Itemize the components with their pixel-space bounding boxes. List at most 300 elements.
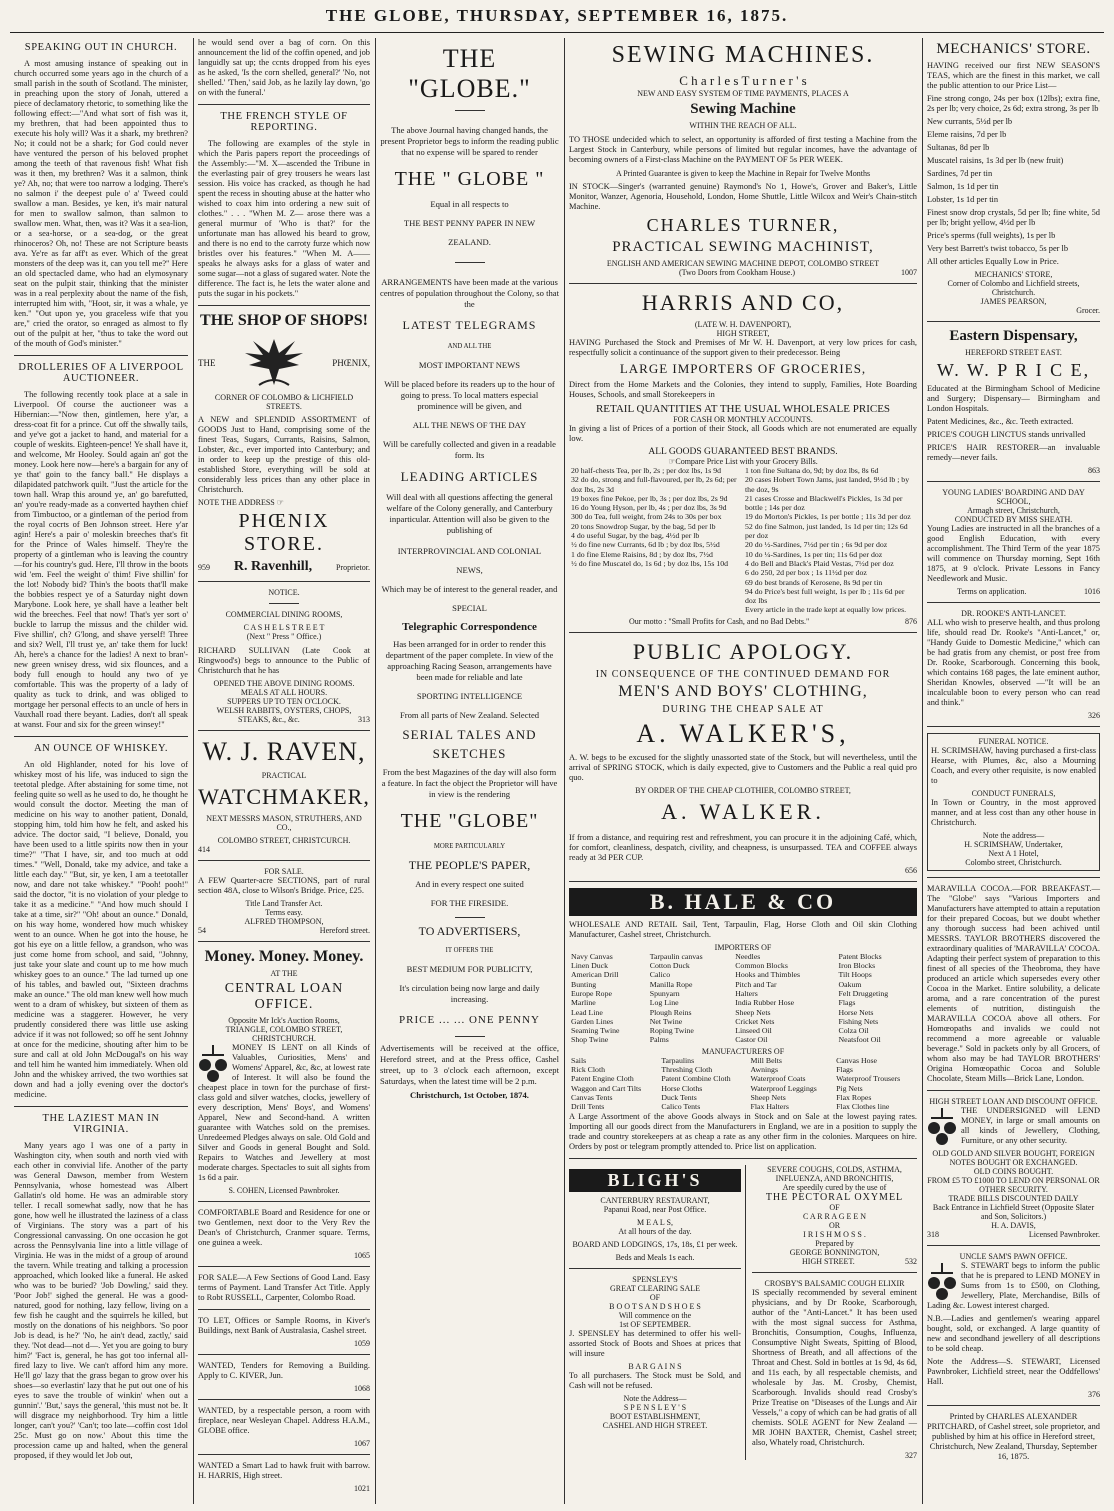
ad-text: STEAKS, &c., &c. — [238, 715, 300, 724]
bligh-spensley-column — [569, 1165, 746, 1460]
ad-body: Will deal with all questions affecting the general welfare of the Colony generally, and Canterbury inparticular. Attention will also be given to the publishing of — [386, 492, 553, 535]
list-item: Patent Engine Cloth — [571, 1074, 634, 1084]
ad-heading: A. WALKER. — [661, 798, 825, 824]
list-item: 94 do Price's best full weight, 1s per lb ; 11s 6d per doz lbs — [745, 586, 905, 606]
importers-table — [569, 952, 917, 1045]
divider — [927, 1405, 1100, 1406]
manufacturers-column — [659, 1056, 748, 1112]
ad-text: Title Land Transfer Act. — [245, 899, 323, 908]
ad-text: Christchurch, 1st October, 1874. — [410, 1090, 529, 1100]
top-rule — [10, 32, 1104, 33]
ad-text: PRICE'S COUGH LINCTUS stands unrivalled — [927, 430, 1086, 439]
list-item: Waggon and Cart Tilts — [571, 1083, 642, 1093]
ad-body: If from a distance, and requiring rest and refreshment, you can procure it in the adjoining Café, which, for comfort, cleanliness, despatch, civility, and cheapness, is unsurpassed. TEA and COFFEE always ready at 3d PER CUP. — [569, 832, 917, 862]
list-item: Patent Combine Cloth — [661, 1074, 731, 1084]
ad-signature — [569, 617, 917, 626]
ad-text: BOOT ESTABLISHMENT, — [609, 1411, 701, 1421]
ad-text: Grocer. — [1076, 306, 1100, 315]
ad-text: Prepared by — [815, 1238, 854, 1248]
list-item: 16 do Young Hyson, per lb, 4s ; per doz lbs, 3s 9d — [571, 503, 727, 513]
list-item: Felt Druggeting — [838, 988, 889, 998]
ad-text: ALL GOODS GUARANTEED BEST BRANDS. — [648, 447, 838, 457]
divider — [569, 283, 917, 284]
ad-body: In Town or Country, in the most approved manner, and at less cost than any other house in Christchurch. — [931, 798, 1096, 827]
ad-text: NEXT MESSRS MASON, STRUTHERS, AND CO., — [206, 814, 362, 832]
ad-text: SPECIAL — [452, 603, 487, 613]
ad-text: FROM £5 TO £1000 TO LEND ON PERSONAL OR OTHER SECURITY. — [927, 1176, 1100, 1194]
divider — [269, 603, 299, 604]
manufacturers-column — [749, 1056, 835, 1112]
divider — [569, 1158, 917, 1159]
divider — [198, 581, 370, 582]
manufacturers-column — [569, 1056, 659, 1112]
column-2 — [194, 38, 374, 1504]
ad-heading: MEN'S AND BOYS' CLOTHING, — [618, 682, 868, 700]
list-item: Common Blocks — [735, 961, 788, 971]
ad-body: Will be carefully collected and given in a readable form. Its — [383, 439, 556, 460]
ad-body: Will be placed before its readers up to the hour of going to press. To local matters especial prominence will be given, and — [384, 379, 555, 411]
ad-text: HEREFORD STREET EAST. — [965, 348, 1062, 357]
divider — [198, 1354, 370, 1355]
divider — [198, 1454, 370, 1455]
classified-ad: TO LET, Offices or Sample Rooms, in Kiver's Buildings, next Bank of Australasia, Cashel street. — [198, 1316, 370, 1335]
ad-text: OF — [649, 1292, 661, 1302]
list-item: Europe Rope — [571, 988, 612, 998]
list-item: All other articles Equally Low in Price. — [927, 257, 1059, 266]
list-item: Sheep Nets — [750, 1092, 786, 1102]
list-item: Linseed Oil — [735, 1026, 772, 1036]
ad-heading: YOUNG LADIES' BOARDING AND DAY SCHOOL, — [942, 488, 1085, 506]
list-item: Flags — [838, 998, 856, 1008]
divider — [455, 917, 485, 918]
ad-text: ALL THE NEWS OF THE DAY — [412, 420, 527, 430]
bottom-ads-row — [569, 1165, 917, 1460]
list-item: Awnings — [750, 1065, 778, 1075]
ad-text: Note the address— — [982, 831, 1045, 840]
ad-body: From the best Magazines of the day will also form a feature. In fact the object the Proprietor will have in view is the rendering — [381, 767, 558, 799]
ad-text: Our motto : "Small Profits for Cash, and no Bad Debts." — [629, 616, 810, 626]
price-line: PRICE ... ... ONE PENNY — [399, 1014, 540, 1026]
ad-text: OPENED THE ABOVE DINING ROOMS. — [213, 679, 355, 688]
ad-text: DURING THE CHEAP SALE AT — [662, 703, 824, 715]
ad-number: 1068 — [354, 1384, 370, 1393]
ad-text: ☞Compare Price List with your Grocery Bills. — [668, 457, 818, 466]
ad-body: Educated at the Birmingham School of Medicine and Surgery; Dispensary— Birmingham and London Hospitals. — [927, 384, 1100, 413]
divider — [927, 726, 1100, 727]
divider — [198, 730, 370, 731]
ad-text: OR — [828, 1220, 841, 1230]
ad-text: C h a r l e s T u r n e r ' s — [679, 73, 807, 88]
ad-heading: DR. ROOKE'S ANTI-LANCET. — [961, 609, 1066, 618]
ad-text: It's circulation being now large and daily increasing. — [399, 983, 540, 1004]
divider — [569, 632, 917, 633]
importers-column — [648, 952, 733, 1045]
ad-text: Are speedily cured by the use of — [782, 1182, 887, 1192]
ad-text: AT THE — [270, 969, 298, 978]
ad-body: Young Ladies are instructed in all the branches of a good English Education, with every accomplishment. The Third Term of the year 1875 will commence on Thursday morning, Sept 16th 1875, at 9 o'clock. Private Lessons in Fancy Needlework and Music. — [927, 524, 1100, 583]
ad-heading: THE "GLOBE." — [408, 44, 531, 103]
list-item: Lobster, 1s 1d per tin — [927, 195, 999, 204]
ad-text: LEADING ARTICLES — [400, 469, 539, 484]
ad-text: Next A 1 Hotel, — [988, 849, 1039, 858]
ad-body: Note the Address—S. STEWART, Licensed Pawnbroker, Lichfield street, near the Oddfellows' Hall. — [927, 1357, 1100, 1386]
ad-body: S. STEWART begs to inform the public that he is prepared to LEND MONEY in Sums from 1s to £500, on Clothing, Jewellery, Plate, Merchandise, Bills of Lading &c. Lowest interest charged. — [927, 1261, 1100, 1310]
list-item: 1 ton fine Sultana do, 9d; by doz lbs, 8s 6d — [745, 466, 879, 475]
ad-text: TO ADVERTISERS, — [418, 924, 521, 938]
list-item: 20 do ½-Sardines, 7½d per tin ; 6s 9d per doz — [745, 540, 888, 550]
list-item: Drill Tents — [571, 1102, 605, 1112]
ad-text: Will commence on the — [618, 1310, 692, 1320]
ad-text: CONDUCTED BY MISS SHEATH. — [954, 515, 1073, 524]
list-item: ½ do fine new Currants, 6d lb ; by doz lbs, 5½d — [571, 540, 720, 550]
ad-text: (Next " Press " Office.) — [246, 632, 322, 641]
divider — [927, 602, 1100, 603]
divider — [198, 305, 370, 306]
list-item: American Drill — [571, 970, 619, 980]
ad-text: THE BEST PENNY PAPER IN NEW — [403, 218, 536, 228]
ad-text: TRADE BILLS DISCOUNTED DAILY — [948, 1194, 1079, 1203]
list-item: 32 do do, strong and full-flavoured, per lb, 2s 6d; per doz lbs, 2s 3d — [571, 475, 737, 494]
ad-body: A. W. begs to be excused for the slightly unassorted state of the Stock, but will nevertheless, until the arrival of SPRING STOCK, which is daily expected, give to Customers and the Public a real quid pro quo. — [569, 752, 917, 782]
list-item: Horse Nets — [838, 1007, 874, 1017]
list-item: Salmon, 1s 1d per tin — [927, 182, 999, 191]
ad-number: 532 — [905, 1256, 917, 1266]
divider — [14, 1106, 188, 1107]
ad-text: B O O T S A N D S H O E S — [609, 1301, 701, 1311]
ad-text: Equal in all respects to — [430, 199, 509, 209]
ad-signature — [927, 1230, 1100, 1239]
list-item: Pig Nets — [836, 1083, 863, 1093]
ad-text: Terms on application. — [957, 587, 1027, 596]
ad-signature — [198, 715, 370, 724]
ad-text: JAMES PEARSON, — [980, 297, 1047, 306]
importers-column — [733, 952, 836, 1045]
ad-number: 376 — [1088, 1390, 1100, 1399]
ad-signature — [752, 1257, 917, 1266]
ad-text: Corner of Colombo and Lichfield streets, Christchurch. — [947, 279, 1080, 297]
classified-ad: WANTED, Tenders for Removing a Building. Apply to C. KIVER, Jun. — [198, 1361, 370, 1380]
divider — [455, 1036, 485, 1037]
manufacturers-table — [569, 1056, 917, 1112]
list-item: Waterproof Leggings — [750, 1083, 817, 1093]
list-item: Halters — [735, 988, 758, 998]
ad-heading: SEWING MACHINES. — [611, 42, 875, 68]
list-item: Sheep Nets — [735, 1007, 771, 1017]
ad-text: THE PEOPLE'S PAPER, — [408, 858, 531, 872]
ad-body: J. SPENSLEY has determined to offer his well-assorted Stock of Boots and Shoes at prices that will insure — [569, 1328, 741, 1358]
ad-heading: MECHANICS' STORE. — [936, 41, 1091, 57]
ad-text: OLD GOLD AND SILVER BOUGHT, FOREIGN NOTES BOUGHT OR EXCHANGED. — [932, 1149, 1095, 1167]
list-item: Plough Reins — [649, 1007, 692, 1017]
list-item: Mill Belts — [750, 1055, 782, 1065]
ad-heading: W. J. RAVEN, — [202, 737, 366, 766]
ad-heading: UNCLE SAM'S PAWN OFFICE. — [959, 1252, 1068, 1261]
ad-text: B A R G A I N S — [628, 1361, 682, 1371]
ad-text: Back Entrance in Lichfield Street (Opposite Slater and Son, Solicitors.) — [932, 1203, 1095, 1221]
ad-number: 1067 — [354, 1439, 370, 1448]
ad-body: WHOLESALE AND RETAIL Sail, Tent, Tarpaulin, Flag, Horse Cloth and Oil skin Clothing Manufacturer, Cashel street, Christchurch. — [569, 919, 917, 939]
list-item: Duck Tents — [661, 1092, 697, 1102]
list-item: Eleme raisins, 7d per lb — [927, 130, 1007, 139]
list-item: 4 do useful Sugar, by the bag, 4½d per lb — [571, 531, 700, 541]
list-item: India Rubber Hose — [735, 998, 795, 1008]
list-item: 20 tons Snowdrop Sugar, by the bag, 5d per lb — [571, 521, 716, 531]
list-item: Seaming Twine — [571, 1026, 620, 1036]
ad-text: NEWS, — [456, 565, 483, 575]
ad-heading: W. W. P R I C E, — [936, 360, 1091, 380]
ad-text: Licensed Pawnbroker. — [1028, 1230, 1100, 1239]
ad-body: IN STOCK—Singer's (warranted genuine) Raymond's No 1, Howe's, Grover and Baker's, Little Monitor, Wanzer, Agenoria, Household, London, Home Shuttle, Little Wilcox and Weir's Chain-stitch Machine. — [569, 182, 917, 211]
list-item: Waterproof Coats — [750, 1074, 806, 1084]
ad-number: 313 — [358, 715, 370, 724]
list-item: Pitch and Tar — [735, 979, 777, 989]
ad-text: CORNER OF COLOMBO & LICHFIELD STREETS. — [214, 393, 354, 411]
ad-heading: PUBLIC APOLOGY. — [632, 638, 854, 664]
ad-text: AND ALL THE — [447, 343, 492, 350]
ad-signature — [569, 268, 917, 277]
pawnbroker-balls-icon — [927, 1261, 957, 1301]
list-item: Flax Halters — [750, 1102, 789, 1112]
ad-text: And in every respect one suited — [415, 879, 524, 889]
list-item: Calico Tents — [661, 1102, 701, 1112]
ad-heading: HARRIS AND CO, — [641, 290, 845, 315]
ad-text: FOR THE FIRESIDE. — [430, 898, 509, 908]
ad-text: NOTE THE ADDRESS ☞ — [198, 498, 284, 507]
ad-body: HAVING Purchased the Stock and Premises of Mr W. H. Davenport, at very low prices for cash, respectfully solicit a continuance of the support given to their predecessor. Being — [569, 338, 917, 357]
ad-text: TRIANGLE, COLOMBO STREET, CHRISTCHURCH. — [225, 1025, 343, 1043]
article-heading: THE FRENCH STYLE OF REPORTING. — [220, 111, 348, 133]
ad-text: ALFRED THOMPSON, — [244, 917, 324, 926]
divider — [927, 481, 1100, 482]
ad-text: BEST MEDIUM FOR PUBLICITY, — [406, 964, 533, 974]
divider — [927, 321, 1100, 322]
list-item: Calico — [649, 970, 671, 980]
list-item: New currants, 5½d per lb — [927, 117, 1013, 126]
ad-text: HIGH STREET, — [716, 329, 770, 338]
list-item: Hooks and Thimbles — [735, 970, 801, 980]
ad-text: S. COHEN, Licensed Pawnbroker. — [228, 1186, 340, 1195]
ad-heading: CENTRAL LOAN OFFICE. — [224, 981, 344, 1012]
list-item: Palms — [649, 1035, 669, 1045]
ad-text: CONDUCT FUNERALS, — [971, 789, 1056, 798]
list-item: Waterproof Trousers — [836, 1074, 901, 1084]
article-heading: DROLLERIES OF A LIVERPOOL AUCTIONEER. — [18, 362, 184, 384]
classified-ad: COMFORTABLE Board and Residence for one or two Gentlemen, next door to the Very Rev the Dean's of Christchurch, Cranmer square. Terms, one guinea a week. — [198, 1208, 370, 1247]
list-item: 69 do best brands of Kerosene, 8s 9d per tin — [745, 577, 883, 587]
ad-text: OF — [829, 1202, 840, 1212]
list-item: Bunting — [571, 979, 597, 989]
list-item: Sultanas, 8d per lb — [927, 143, 990, 152]
grocery-price-table — [569, 466, 917, 615]
pawnbroker-balls-icon — [198, 1043, 228, 1083]
ad-signature — [927, 587, 1100, 596]
ad-text: SUPPERS UP TO TEN O'CLOCK. — [227, 697, 341, 706]
divider — [927, 1245, 1100, 1246]
ad-text: Hereford street. — [319, 926, 370, 935]
ad-text: Proprietor. — [336, 563, 370, 572]
list-item: Roping Twine — [649, 1026, 694, 1036]
ad-body: Advertisements will be received at the office, Hereford street, and at the Press office, Cashel street, up to 3 o'clock each afternoon, except Saturdays, when the latest time will be 2 p.m. — [380, 1043, 559, 1086]
price-column-left — [569, 466, 743, 615]
list-item: 21 cases Crosse and Blackwell's Pickles, 1s 3d per bottle ; 14s per doz — [745, 493, 903, 513]
article-body: A most amusing instance of speaking out in church occurred some years ago in the church of a small parish in the south of Scotland. The minister, in preaching upon the story of Jonah, uttered a piece of declamatory rhetoric, to something like the following effect:—"And what sort of fish was it, my brethren, that had been appointed thus to execute his holy will? Was it a shark, my brethren? No; it could not be a shark; for God could never have ventured the person of his beloved prophet among the teeth of that ravenous fish! What fish was it then, my brethren? Was it a salmon, think ye? Ah, no; that were too narrow a lodging. There's no salmon i' the deepest pule o' a' Tweed could swallow a man. Besides, ye ken, it's mair natural for men to swallow salmon, than salmon to swallow men. What, then, was it? Was it a sea-lion, or a sea-horse, or a sea-dog, or the great rhinoceros? Oh, no! These are not Scripture beasts ava. Ye're as far aff't as ever. Which of the great monsters of the deep was it, can you tell me?" Here an old spectacled dame, who had an elymosynary seat on the pulpit stair, thinking that the minister was in a real perplexity about the name of the fish, interrupted him with, "Hoot, sir, it was a whale, ye ken." "Out upon ye, you graceless wife that you are," cried the orator, so enraged as almost to fly out of the pulpit at her, "thus to take the word out of the mouth of God's minister." — [14, 59, 188, 348]
ad-number: 1065 — [354, 1251, 370, 1260]
ad-heading: WATCHMAKER, — [198, 784, 370, 809]
list-item: Patent Blocks — [838, 951, 882, 961]
ad-heading: SEVERE COUGHS, COLDS, ASTHMA, INFLUENZA, AND BRONCHITIS, — [767, 1164, 902, 1183]
ad-text: H. A. DAVIS, — [991, 1221, 1036, 1230]
ad-text: COMMERCIAL DINING ROOMS, — [225, 610, 343, 619]
ad-text: GREAT CLEARING SALE — [609, 1283, 701, 1293]
list-item: 1 do fine Eleme Raisins, 8d ; by doz lbs, 7½d — [571, 549, 713, 559]
list-item: Spunyarn — [649, 988, 680, 998]
article-heading: THE LAZIEST MAN IN VIRGINIA. — [42, 1113, 160, 1135]
list-item: Flax Ropes — [836, 1092, 872, 1102]
list-item: 19 boxes fine Pekoe, per lb, 3s ; per doz lbs, 2s 9d — [571, 493, 728, 503]
ad-text: CANTERBURY RESTAURANT, — [600, 1195, 710, 1205]
divider — [927, 877, 1100, 878]
ad-text: Beds and Meals 1s each. — [615, 1252, 695, 1262]
ad-body: MONEY IS LENT on all Kinds of Valuables, Curiosities, Mens' and Womens' Apparel, &c, &c, at lowest rate of Interest. It will also be found the cheapest place in town for the purchase of first-class gold and silver watches, clocks, jewellery of every description, Mens' Boys', and Womens' Apparel, New and Second-hand. A written guarantee with Watches sold on the premises. Unredeemed Pledges always on sale. Old Gold and Silver and Goods in general Bought and Sold. Repairs to Watches and Jewellery at most moderate charges. Spectacles to suit all sights from 1s 6d a pair. — [198, 1043, 370, 1182]
ad-text: THE — [198, 358, 216, 368]
ad-number: 1021 — [354, 1484, 370, 1493]
ad-body: Direct from the Home Markets and the Colonies, they intend to supply, Families, Hote Boarding Houses, Schools, and small Storekeepers in — [569, 380, 917, 399]
ad-text: Terms easy. — [265, 908, 303, 917]
ad-text: MECHANICS' STORE, — [974, 270, 1053, 279]
ad-text: SERIAL TALES AND — [402, 727, 537, 742]
ad-heading: Sewing Machine — [690, 101, 796, 117]
list-item: Cricket Nets — [735, 1016, 775, 1026]
ad-text: ZEALAND. — [448, 237, 491, 247]
ad-heading: CROSBY'S BALSAMIC COUGH ELIXIR — [764, 1278, 905, 1288]
column-4 — [565, 38, 921, 1504]
list-item: 4 do Bell and Black's Plaid Vestas, 7½d per doz — [745, 558, 894, 568]
ad-signature — [198, 559, 370, 575]
ad-text: CASHEL AND HIGH STREET. — [602, 1420, 708, 1430]
divider — [927, 1090, 1100, 1091]
list-item: Needles — [735, 951, 761, 961]
list-item: Very best Barrett's twist tobacco, 5s per lb — [927, 244, 1069, 253]
list-item: Flags — [836, 1065, 853, 1075]
ad-text: NEW AND EASY SYSTEM OF TIME PAYMENTS, PLACES A — [637, 89, 849, 98]
divider — [198, 1309, 370, 1310]
list-item: Fishing Nets — [838, 1016, 879, 1026]
ad-heading: THE " GLOBE " — [394, 168, 545, 190]
divider — [198, 1266, 370, 1267]
ad-text: C A R R A G E E N — [802, 1211, 867, 1221]
ad-heading: A. WALKER'S, — [636, 718, 850, 748]
ad-text: From all parts of New Zealand. Selected — [399, 710, 540, 720]
cough-remedies-column — [752, 1165, 917, 1460]
ad-text: BY ORDER OF THE CHEAP CLOTHIER, COLOMBO STREET, — [635, 785, 851, 795]
ad-text: 1st OF SEPTEMBER. — [619, 1319, 691, 1329]
ad-banner: BLIGH'S — [569, 1169, 741, 1192]
ad-text: MEALS AT ALL HOURS. — [240, 688, 328, 697]
article-body: he would send over a bag of corn. On this announcement the lid of the coffin opened, and job languidly sat up; the ccnts dropped from his eyes as he asked, 'Is the corn shelled, general?' 'No, not shelled.' 'Then,' said Job, as he lazily lay down, 'go on with the funeral.' — [198, 38, 370, 97]
list-item: Iron Blocks — [838, 961, 876, 971]
divider — [752, 1272, 917, 1273]
ad-body: Has been arranged for in order to render this department of the paper complete. In view of the approaching Racing Season, arrangements have been made for reliable and late — [385, 639, 554, 682]
column-3 — [376, 38, 563, 1504]
ad-body: MARAVILLA COCOA.—FOR BREAKFAST.—The "Globe" says "Various Importers and Manufacturers have attempted to attain a reputation for their prepared Cocoas, but we doubt whether any thorough success had been achived until MESSRS. TAYLOR BROTHERS discovered the extraordinary qualities of 'MARAVILLA' COCOA. Adapting their perfect system of preparation to this finest of all species of the Theobroma, they have produced an article which supersedes every other Cocoa in the Market. Entire solubility, a delicate aroma, and a rare concentration of the purest elements of nutrition, distinguish the MARAVILLA COCOA above all others. For Homœopaths and invalids we could not recommend a more agreeable or valuable beverage." Sold in packets only by all Grocers, of whom also may be had TAYLOR BROTHERS' Origina Homœopathic Cocoa and Soluble Chocolate, Steam Mills—Brick Lane, London. — [927, 884, 1101, 1083]
ad-text: THE PECTORAL OXYMEL — [765, 1191, 904, 1203]
ad-text: ENGLISH AND AMERICAN SEWING MACHINE DEPOT, COLOMBO STREET — [606, 259, 880, 268]
list-item: Linen Duck — [571, 961, 609, 971]
divider — [198, 104, 370, 105]
ad-heading: Eastern Dispensary, — [949, 328, 1078, 344]
divider — [198, 1399, 370, 1400]
list-item: 52 do fine Salmon, just landed, 1s 1d per tin; 12s 6d per doz — [745, 521, 908, 541]
ad-heading: NOTICE. — [268, 588, 300, 597]
divider — [455, 262, 485, 263]
ad-number: 54 — [198, 926, 206, 935]
ad-heading: FUNERAL NOTICE. — [978, 737, 1049, 746]
ad-number: 656 — [905, 865, 917, 875]
ad-body: A NEW and SPLENDID ASSORTMENT of GOODS Just to Hand, comprising some of the finest Teas, Sugars, Currants, Raisins, Salmon, Lobster, &c., ever imported into Canterbury; and in order to keep up the prestige of this old-established Store, everything will be sold at considerably less prices than any other place in Christchurch. — [198, 415, 370, 494]
ad-text: PRICE'S HAIR RESTORER—an invaluable remedy—never fails. — [927, 443, 1100, 462]
ad-body: A FEW Quarter-acre SECTIONS, part of rural section 48A, close to Wilson's Bridge. Price, £25. — [198, 876, 370, 895]
ad-body: HAVING received our first NEW SEASON'S TEAS, which are the finest in this market, we call the public attention to our Price List— — [927, 61, 1100, 90]
phoenix-icon — [239, 335, 309, 391]
list-item: Lead Line — [571, 1007, 603, 1017]
pawnbroker-balls-icon — [927, 1106, 957, 1146]
list-item: Log Line — [649, 998, 679, 1008]
ad-body: IS specially recommended by several eminent physicians, and by Dr Rooke, Scarborough, author of the "Anti-Lancet." It has been used with the most signal success for Asthma, Bronchitis, Consumption, Coughs, Influenza, Consumptive Night Sweats, Spitting of Blood, Shortness of Breath, and all affections of the Throat and Chest. Sold in bottles at 1s 9d, 4s 6d, and 11s each, by all respectable chemists, and wholesale by Jas. M. Crosby, Chemist, Scarborough. Invalids should read Crosby's Prize Treatise on "Diseases of the Lungs and Air Vessels," a copy of which can be had gratis of all chemists. SOLE AGENT for New Zealand — MR JOHN BAXTER, Chemist, Cashel street; also, Whately road, Christchurch. — [752, 1287, 917, 1447]
ad-text: Colombo street, Christchurch. — [965, 858, 1062, 867]
list-item: Net Twine — [649, 1016, 683, 1026]
list-item: Neatsfoot Oil — [838, 1035, 881, 1045]
divider — [14, 355, 188, 356]
ad-text: COLOMBO STREET, CHRISTCURCH. — [217, 836, 351, 845]
phoenix-block — [198, 333, 370, 393]
ad-text: SPORTING INTELLIGENCE — [416, 691, 523, 701]
ad-body: To all purchasers. The Stock must be Sold, and Cash will not be refused. — [569, 1370, 741, 1390]
ad-text: PHŒNIX, — [332, 358, 370, 368]
classified-ad: FOR SALE—A Few Sections of Good Land. Easy terms of Payment. Land Transfer Act Title. Apply to Robt RUSSELL, Carpenter, Colombo Road. — [198, 1273, 370, 1302]
article-body: The following are examples of the style in which the Paris papers report the proceedings of the Assembly:—"M. X—ascended the Tribune in the everlasting pair of grey trousers he wears last session. His voice has cracked, as though he had spent the recess in shouting abuse at the hatter who wished to coax him into ordering a new suit of clothes." . . . "When M. Z— arose there was a general murmur of 'Who is that?' for the unfortunate man has allowed his beard to grow, and there is no end to the carroty furze which now bristles over his features." "When M. A—— speaks he always asks for a glass of water and some sugar—not a glass of sugared water. Note the difference. The fact is, he lets the water alone and puts the sugar in his pockets." — [198, 139, 370, 298]
ad-number: 318 — [927, 1230, 939, 1239]
ad-text: IN CONSEQUENCE OF THE CONTINUED DEMAND FOR — [595, 668, 891, 680]
ad-heading: PHŒNIX STORE. — [238, 510, 330, 555]
ad-text: OLD COINS BOUGHT. — [973, 1167, 1054, 1176]
ad-text: Papanui Road, near Post Office. — [603, 1204, 707, 1214]
ad-body: H. SCRIMSHAW, having purchased a first-class Hearse, with Plumes, &c, also a Mourning Coach, and every other requisite, is now enabled to — [931, 746, 1096, 785]
ad-text: RETAIL QUANTITIES AT THE USUAL WHOLESALE PRICES — [595, 403, 891, 415]
article-heading: AN OUNCE OF WHISKEY. — [33, 743, 169, 754]
importers-column — [837, 952, 917, 1045]
ad-text: M E A L S, — [637, 1217, 673, 1227]
list-item: Tarpaulin canvas — [649, 951, 703, 961]
divider — [14, 736, 188, 737]
ad-number: 1059 — [354, 1339, 370, 1348]
article-body: An old Highlander, noted for his love of whiskey most of his life, was induced to sign the teetotal pledge. After abstaining for some time, not feeling quite so well as he used to do, he thought he would consult the doctor. Meeting the man of medicine on his way to another patient, Donald, stopping him, told him how he felt, and asked his advice. The doctor said, "I believe, Donald, you have been used to a little spirits now then in your time?" "That I have, sir, and too much at odd times." "Well, Donald, take my advice, and take a little each day." "But, sir, ye ken, I am a teetotaller now, and dare not take whiskey." "Pooh! pooh!" said the doctor, "it is no violation of your pledge to take it as a medicine." "And how much should I take at a time, sir?" "Oh! about an ounce." Donald, on his way home, wondered how much whiskey went to an ounce. When he got into the house, he got his eye on a little fellow, a grandson, who was just come home from school, and said, "Johnny, just take your slate and count up to me how much whiskey goes to an ounce." The lad turned up one of his tables, and bawled out, "Sixteen drachms make an ounce." The old man knew well how much went to a dram of whiskey, but sixteen of them as medicine was a staggerer. However, he very prudently considered there was little use asking advice if it was not followed; so off he sent Johnny at once for the medicine, shouting after him to be sure and call at old John McDougal's on his way and tell him he wanted him immediately. When old John and the whiskey arrived, the two worthies sat down and had a jolly evening over the doctor's medicine. — [14, 760, 188, 1099]
ad-heading: THE SHOP OF SHOPS! — [200, 312, 368, 329]
masthead: THE GLOBE, THURSDAY, SEPTEMBER 16, 1875. — [325, 6, 789, 25]
list-item: Colza Oil — [838, 1026, 869, 1036]
list-item: 20 half-chests Tea, per lb, 2s ; per doz lbs, 1s 9d — [571, 466, 722, 475]
ad-text: INTERPROVINCIAL AND COLONIAL — [397, 546, 542, 556]
list-item: Fine strong congo, 24s per box (12lbs); extra fine, 2s per lb; very choice, 2s 6d; extra strong, 3s per lb — [927, 94, 1100, 113]
list-item: Sails — [571, 1055, 587, 1065]
ad-text: C A S H E L S T R E E T — [243, 623, 325, 632]
list-item: Canvas Tents — [571, 1092, 613, 1102]
column-1 — [10, 38, 192, 1504]
ad-heading: LARGE IMPORTERS OF GROCERIES, — [619, 361, 867, 376]
ad-text: Opposite Mr Ick's Auction Rooms, — [228, 1016, 340, 1025]
ad-number: 414 — [198, 845, 210, 854]
list-item: Oakum — [838, 979, 862, 989]
list-item: Cotton Duck — [649, 961, 690, 971]
